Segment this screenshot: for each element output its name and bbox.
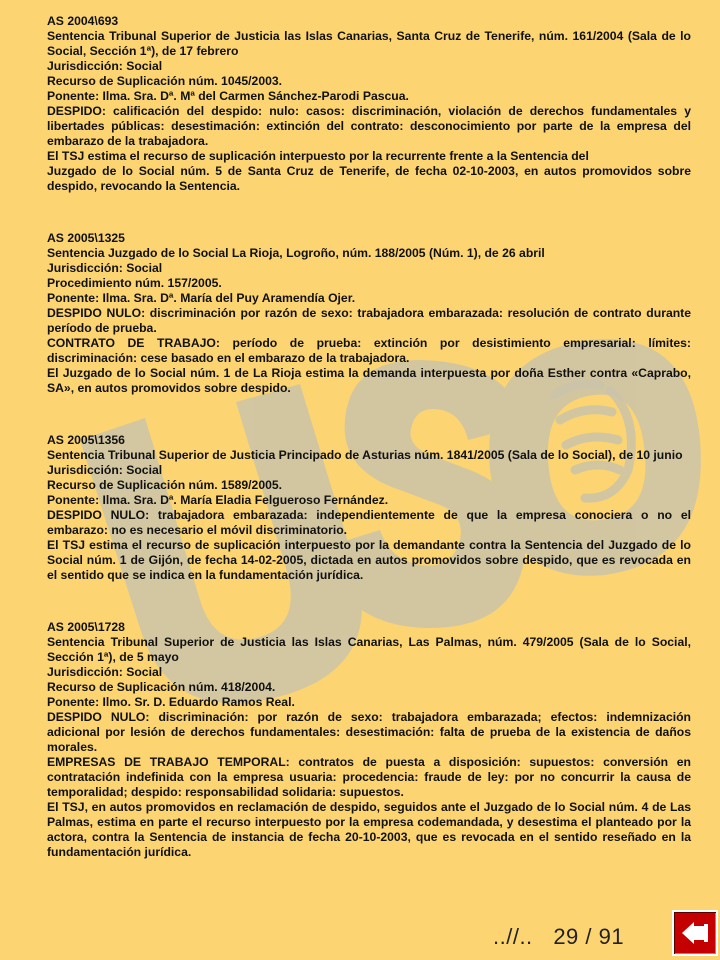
jurisprudence-list <box>47 14 691 897</box>
case-summary: DESPIDO NULO: trabajadora embarazada: independientemente de que la empresa conociera o no el embarazo: no es necesario el móvil discriminatorio. <box>47 508 691 537</box>
case-ponente: Ponente: Ilmo. Sr. D. Eduardo Ramos Real. <box>47 695 295 709</box>
case-entry <box>47 231 691 396</box>
case-court: Sentencia Tribunal Superior de Justicia las Islas Canarias, Las Palmas, núm. 479/2005 (Sala de lo Social, Sección 1ª), de 5 mayo <box>47 635 691 664</box>
continuation-marker: ..//.. <box>493 924 533 949</box>
case-entry <box>47 433 691 583</box>
case-summary: El Juzgado de lo Social núm. 1 de La Rioja estima la demanda interpuesta por doña Esther contra «Caprabo, SA», en autos promovidos sobre despido. <box>47 366 691 395</box>
back-arrow-icon <box>674 912 716 954</box>
case-summary: Juzgado de lo Social núm. 5 de Santa Cruz de Tenerife, de fecha 02-10-2003, en autos promovidos sobre despido, revocando la Sentencia. <box>47 164 691 193</box>
case-recurso: Recurso de Suplicación núm. 418/2004. <box>47 680 276 694</box>
case-summary: DESPIDO: calificación del despido: nulo: casos: discriminación, violación de derechos fundamentales y libertades públicas: desestimación: extinción del contrato: desconocimiento por parte de la empresa del embarazo de la trabajadora. <box>47 104 691 148</box>
case-reference: AS 2004\693 <box>47 14 119 28</box>
case-recurso: Recurso de Suplicación núm. 1589/2005. <box>47 478 283 492</box>
case-entry <box>47 14 691 194</box>
case-jurisdiction: Jurisdicción: Social <box>47 463 163 477</box>
case-court: Sentencia Tribunal Superior de Justicia las Islas Canarias, Santa Cruz de Tenerife, núm. 161/2004 (Sala de lo Social, Sección 1ª), de 17 febrero <box>47 29 691 58</box>
case-recurso: Recurso de Suplicación núm. 1045/2003. <box>47 74 283 88</box>
case-ponente: Ponente: Ilma. Sra. Dª. María Eladia Felgueroso Fernández. <box>47 493 389 507</box>
case-ponente: Ponente: Ilma. Sra. Dª. María del Puy Aramendía Ojer. <box>47 291 356 305</box>
case-summary: El TSJ estima el recurso de suplicación interpuesto por la recurrente frente a la Sentencia del <box>47 149 589 163</box>
case-summary: DESPIDO NULO: discriminación: por razón de sexo: trabajadora embarazada; efectos: indemnización adicional por lesión de derechos fundamentales: desestimación: falta de prueba de la existencia de daños morales. <box>47 710 691 754</box>
case-reference: AS 2005\1728 <box>47 620 125 634</box>
case-court: Sentencia Juzgado de lo Social La Rioja, Logroño, núm. 188/2005 (Núm. 1), de 26 abril <box>47 246 545 260</box>
case-summary: DESPIDO NULO: discriminación por razón de sexo: trabajadora embarazada: resolución de contrato durante período de prueba. <box>47 306 691 335</box>
back-button[interactable] <box>672 910 718 956</box>
case-reference: AS 2005\1325 <box>47 231 125 245</box>
case-entry <box>47 620 691 860</box>
case-summary: El TSJ, en autos promovidos en reclamación de despido, seguidos ante el Juzgado de lo Social núm. 4 de Las Palmas, estima en parte el recurso interpuesto por la empresa codemandada, y desestima el planteado por la actora, contra la Sentencia de instancia de fecha 20-10-2003, que es revocada en el sentido reseñado en la fundamentación jurídica. <box>47 800 691 859</box>
case-recurso: Procedimiento núm. 157/2005. <box>47 276 222 290</box>
case-jurisdiction: Jurisdicción: Social <box>47 59 163 73</box>
page-footer <box>493 924 624 950</box>
case-summary: EMPRESAS DE TRABAJO TEMPORAL: contratos de puesta a disposición: supuestos: conversión en contratación indefinida con la empresa usuaria: procedencia: fraude de ley: por no concurrir la causa de temporalidad; despido: responsabilidad solidaria: supuestos. <box>47 755 691 799</box>
case-court: Sentencia Tribunal Superior de Justicia Principado de Asturias núm. 1841/2005 (Sala de lo Social), de 10 junio <box>47 448 683 462</box>
case-ponente: Ponente: Ilma. Sra. Dª. Mª del Carmen Sánchez-Parodi Pascua. <box>47 89 409 103</box>
page-number: 29 / 91 <box>553 924 625 949</box>
case-jurisdiction: Jurisdicción: Social <box>47 261 163 275</box>
case-jurisdiction: Jurisdicción: Social <box>47 665 163 679</box>
case-summary: El TSJ estima el recurso de suplicación interpuesto por la demandante contra la Sentencia del Juzgado de lo Social núm. 1 de Gijón, de fecha 14-02-2005, dictada en autos promovidos sobre despido, que es revocada en el sentido que se indica en la fundamentación jurídica. <box>47 538 691 582</box>
case-summary: CONTRATO DE TRABAJO: período de prueba: extinción por desistimiento empresarial: límites: discriminación: cese basado en el embarazo de la trabajadora. <box>47 336 691 365</box>
case-reference: AS 2005\1356 <box>47 433 125 447</box>
